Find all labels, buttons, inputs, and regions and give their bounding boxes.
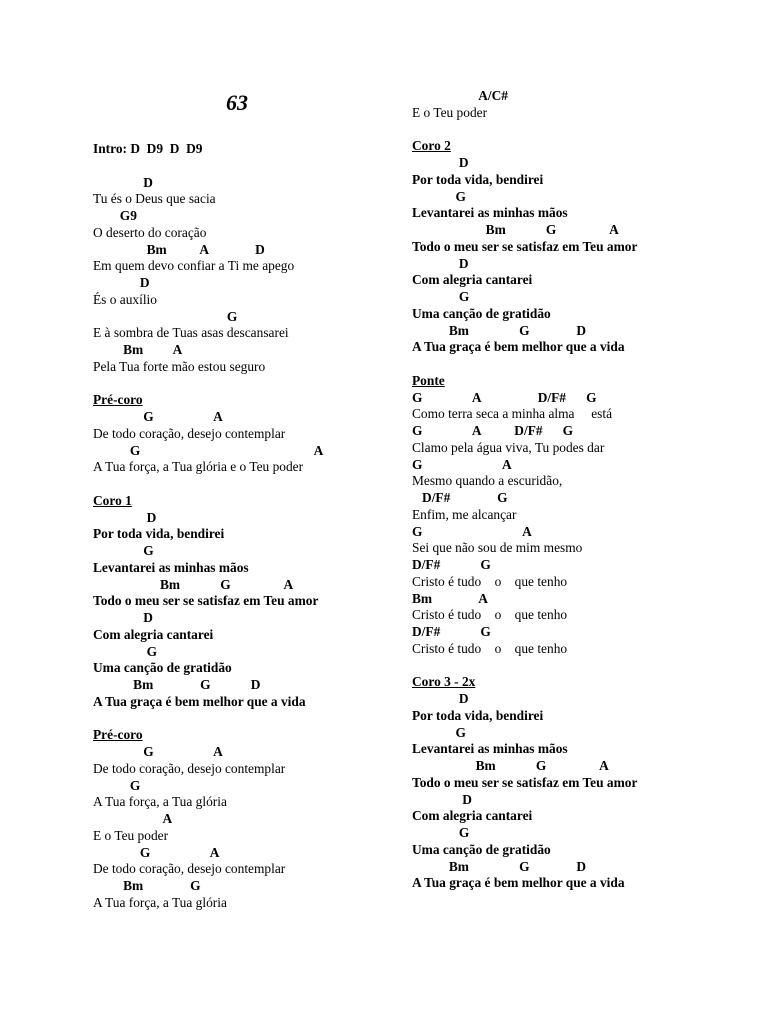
chord-line: Bm G A — [412, 758, 609, 773]
lyric-line: Com alegria cantarei — [412, 808, 533, 824]
chord-line: A/C# — [412, 88, 508, 103]
lyric-line: Intro: D D9 D D9 — [93, 141, 203, 156]
section-heading: Pré-coro — [93, 727, 143, 743]
chord-line: G A — [93, 844, 220, 860]
chord-line: G — [412, 188, 466, 204]
chord-line: D/F# G — [412, 624, 491, 639]
chord-line: G — [412, 825, 470, 840]
chord-line: G — [93, 543, 154, 558]
lyric-line: Uma canção de gratidão — [412, 305, 551, 321]
section-heading: Coro 1 — [93, 492, 132, 508]
lyric-line: Por toda vida, bendirei — [93, 526, 225, 542]
chord-line: Bm A D — [93, 241, 265, 257]
lyric-line: Tu és o Deus que sacia — [93, 191, 216, 207]
lyric-line: Em quem devo confiar a Ti me apego — [93, 258, 295, 274]
lyric-line: Uma canção de gratidão — [93, 660, 232, 676]
lyric-line: Por toda vida, bendirei — [412, 707, 544, 723]
chord-line: D — [93, 509, 157, 525]
lyric-line: Sei que não sou de mim mesmo — [412, 540, 583, 556]
chord-line: D — [93, 610, 153, 625]
section-heading: Ponte — [412, 372, 445, 388]
lyric-line: De todo coração, desejo contemplar — [93, 425, 286, 441]
chord-line: Bm G A — [412, 222, 619, 237]
lyric-line: Como terra seca a minha alma está — [412, 406, 613, 422]
lyric-line: Todo o meu ser se satisfaz em Teu amor — [412, 238, 638, 254]
lyric-line: A Tua graça é bem melhor que a vida — [412, 339, 625, 355]
lyric-line: E o Teu poder — [93, 827, 169, 843]
lyric-line: E o Teu poder — [412, 104, 488, 120]
lyric-line: Cristo é tudo o que tenho — [412, 640, 568, 656]
lyric-line: Todo o meu ser se satisfaz em Teu amor — [412, 774, 638, 790]
lyric-line: A Tua força, a Tua glória e o Teu poder — [93, 459, 304, 475]
section-heading: Coro 2 — [412, 138, 451, 154]
chord-line: D — [412, 155, 469, 170]
chord-line: G A D/F# G — [412, 423, 574, 438]
chord-line: G A D/F# G — [412, 389, 597, 405]
chord-line: Bm G — [93, 878, 201, 893]
chord-line: G — [93, 777, 141, 793]
chord-line: D/F# G — [412, 557, 491, 572]
section-heading: Coro 3 - 2x — [412, 674, 476, 690]
lyric-line: Levantarei as minhas mãos — [412, 205, 568, 221]
chord-line: D — [93, 174, 153, 190]
chord-line: A — [93, 811, 173, 826]
chord-line: G A — [93, 409, 223, 424]
lyric-line: Cristo é tudo o que tenho — [412, 607, 568, 623]
lyric-line: De todo coração, desejo contemplar — [93, 760, 286, 776]
lyric-line: Levantarei as minhas mãos — [93, 559, 249, 575]
chord-line: G — [93, 643, 157, 659]
chord-line: G A — [93, 442, 324, 458]
lyric-line: Com alegria cantarei — [93, 626, 214, 642]
lyric-line: Levantarei as minhas mãos — [412, 741, 568, 757]
lyric-line: E à sombra de Tuas asas descansarei — [93, 325, 289, 341]
chord-line: Bm G D — [412, 322, 587, 338]
chord-line: G — [412, 724, 466, 740]
lyric-line: Com alegria cantarei — [412, 272, 533, 288]
song-number: 63 — [226, 90, 248, 115]
chord-line: Bm G D — [412, 858, 587, 874]
chord-line: G — [412, 289, 470, 304]
lyric-line: A Tua força, a Tua glória — [93, 894, 227, 910]
lyric-line: O deserto do coração — [93, 224, 207, 240]
lyric-line: Uma canção de gratidão — [412, 841, 551, 857]
lyric-line: Clamo pela água viva, Tu podes dar — [412, 439, 605, 455]
lyric-line: Pela Tua forte mão estou seguro — [93, 358, 266, 374]
lyric-line: A Tua força, a Tua glória — [93, 794, 227, 810]
chord-line: G A — [412, 523, 532, 539]
lyric-line: A Tua graça é bem melhor que a vida — [412, 875, 625, 891]
chord-line: Bm G D — [93, 677, 261, 692]
chord-line: D — [412, 691, 469, 706]
chord-line: D — [93, 275, 150, 290]
chord-line: Bm G A — [93, 576, 294, 592]
chord-line: D — [412, 791, 472, 807]
lyric-line: Cristo é tudo o que tenho — [412, 573, 568, 589]
lyric-line: Por toda vida, bendirei — [412, 171, 544, 187]
chord-line: Bm A — [412, 590, 488, 606]
chord-line: D — [412, 255, 469, 271]
chord-line: D/F# G — [412, 490, 508, 505]
lyric-line: És o auxílio — [93, 291, 157, 307]
chord-line: G9 — [93, 208, 137, 223]
chord-line: G A — [412, 456, 512, 472]
lyric-line: A Tua graça é bem melhor que a vida — [93, 693, 306, 709]
chord-line: Bm A — [93, 342, 183, 357]
lyric-line: Enfim, me alcançar — [412, 506, 517, 522]
lyric-line: De todo coração, desejo contemplar — [93, 861, 286, 877]
section-heading: Pré-coro — [93, 392, 143, 408]
lyric-line: Todo o meu ser se satisfaz em Teu amor — [93, 593, 319, 609]
lyric-line: Mesmo quando a escuridão, — [412, 473, 563, 489]
chord-line: G — [93, 308, 238, 324]
chord-line: G A — [93, 744, 223, 759]
